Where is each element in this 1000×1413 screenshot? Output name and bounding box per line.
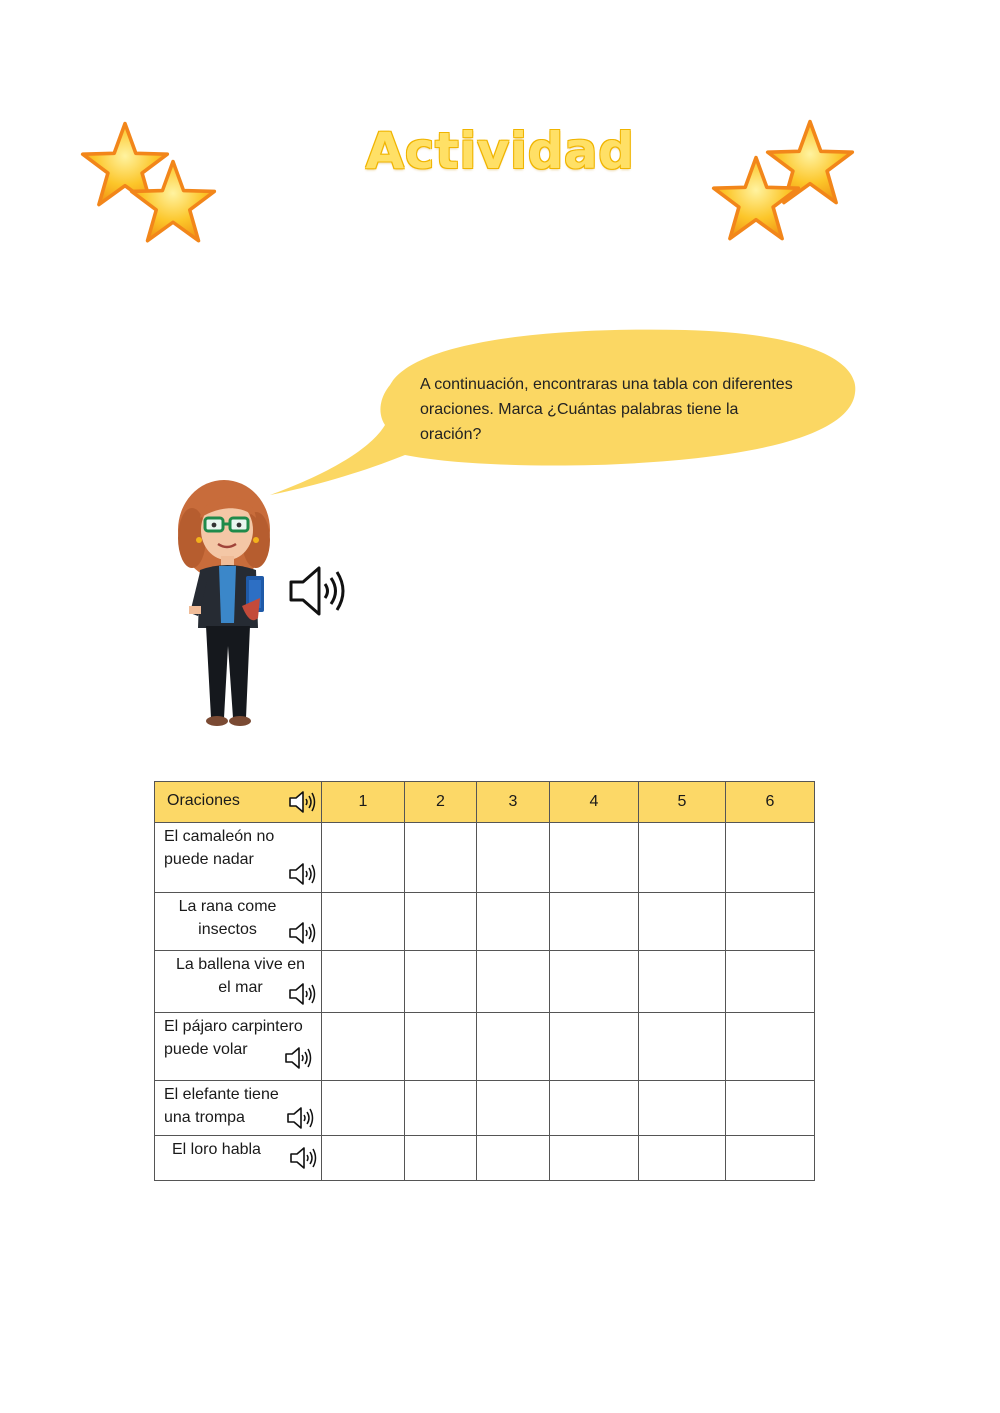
answer-cell[interactable]: [477, 951, 550, 1013]
answer-cell[interactable]: [550, 1013, 639, 1081]
answer-cell[interactable]: [550, 951, 639, 1013]
column-header: 2: [405, 782, 477, 823]
answer-cell[interactable]: [477, 1013, 550, 1081]
speaker-icon[interactable]: [287, 979, 317, 1009]
table-row: [155, 823, 815, 893]
speaker-icon[interactable]: [283, 1043, 313, 1073]
star-icon: [128, 158, 218, 246]
answer-cell[interactable]: [405, 1081, 477, 1136]
table-row: [155, 1013, 815, 1081]
answer-cell[interactable]: [550, 823, 639, 893]
speaker-icon[interactable]: [287, 859, 317, 889]
sentence-cell: [155, 893, 322, 951]
table-header-row: [155, 782, 815, 823]
answer-cell[interactable]: [639, 823, 726, 893]
answer-cell[interactable]: [477, 823, 550, 893]
answer-cell[interactable]: [550, 1081, 639, 1136]
speaker-icon[interactable]: [287, 787, 317, 817]
answer-cell[interactable]: [322, 1081, 405, 1136]
answer-cell[interactable]: [477, 1081, 550, 1136]
table-row: [155, 893, 815, 951]
answer-cell[interactable]: [726, 1013, 815, 1081]
answer-cell[interactable]: [405, 1013, 477, 1081]
table-row: [155, 951, 815, 1013]
sentence-text: El elefante tiene una trompa: [164, 1086, 279, 1126]
instruction-text: A continuación, encontraras una tabla con diferentes oraciones. Marca ¿Cuántas palabras tiene la oración?: [420, 376, 793, 443]
speaker-icon[interactable]: [287, 918, 317, 948]
answer-cell[interactable]: [405, 893, 477, 951]
sentence-cell: [155, 1136, 322, 1181]
sentence-text: El camaleón no puede nadar: [164, 828, 275, 868]
answer-cell[interactable]: [322, 951, 405, 1013]
answer-cell[interactable]: [726, 1081, 815, 1136]
sentence-text: La ballena vive en el mar: [176, 956, 305, 996]
column-header: 6: [726, 782, 815, 823]
answer-cell[interactable]: [639, 1013, 726, 1081]
header-oraciones: [155, 782, 322, 823]
answer-cell[interactable]: [726, 823, 815, 893]
column-header: 1: [322, 782, 405, 823]
star-icon: [711, 154, 801, 244]
answer-cell[interactable]: [550, 893, 639, 951]
sentence-cell: [155, 1081, 322, 1136]
answer-cell[interactable]: [726, 951, 815, 1013]
column-header: 4: [550, 782, 639, 823]
answer-cell[interactable]: [322, 1136, 405, 1181]
answer-cell[interactable]: [322, 1013, 405, 1081]
sentence-text: El loro habla: [172, 1141, 261, 1158]
speaker-icon[interactable]: [288, 1143, 318, 1173]
column-header: 3: [477, 782, 550, 823]
answer-cell[interactable]: [405, 823, 477, 893]
answer-cell[interactable]: [639, 1136, 726, 1181]
answer-cell[interactable]: [726, 1136, 815, 1181]
answer-cell[interactable]: [405, 951, 477, 1013]
speaker-icon[interactable]: [285, 1103, 315, 1133]
answer-cell[interactable]: [405, 1136, 477, 1181]
sentence-cell: [155, 823, 322, 893]
answer-cell[interactable]: [639, 951, 726, 1013]
answer-cell[interactable]: [322, 893, 405, 951]
table-row: [155, 1136, 815, 1181]
sentence-cell: [155, 1013, 322, 1081]
answer-cell[interactable]: [550, 1136, 639, 1181]
answer-cell[interactable]: [639, 893, 726, 951]
speaker-icon[interactable]: [285, 560, 351, 622]
answer-cell[interactable]: [639, 1081, 726, 1136]
answer-cell[interactable]: [477, 893, 550, 951]
answer-cell[interactable]: [322, 823, 405, 893]
column-header: 5: [639, 782, 726, 823]
table-row: [155, 1081, 815, 1136]
sentence-cell: [155, 951, 322, 1013]
sentence-text: El pájaro carpintero puede volar: [164, 1018, 303, 1058]
answer-cell[interactable]: [726, 893, 815, 951]
sentences-table: [154, 781, 815, 1181]
header-label: Oraciones: [167, 792, 240, 809]
page-title: Actividad: [365, 122, 635, 180]
sentence-text: La rana come insectos: [178, 898, 277, 938]
answer-cell[interactable]: [477, 1136, 550, 1181]
teacher-illustration: [172, 478, 287, 730]
